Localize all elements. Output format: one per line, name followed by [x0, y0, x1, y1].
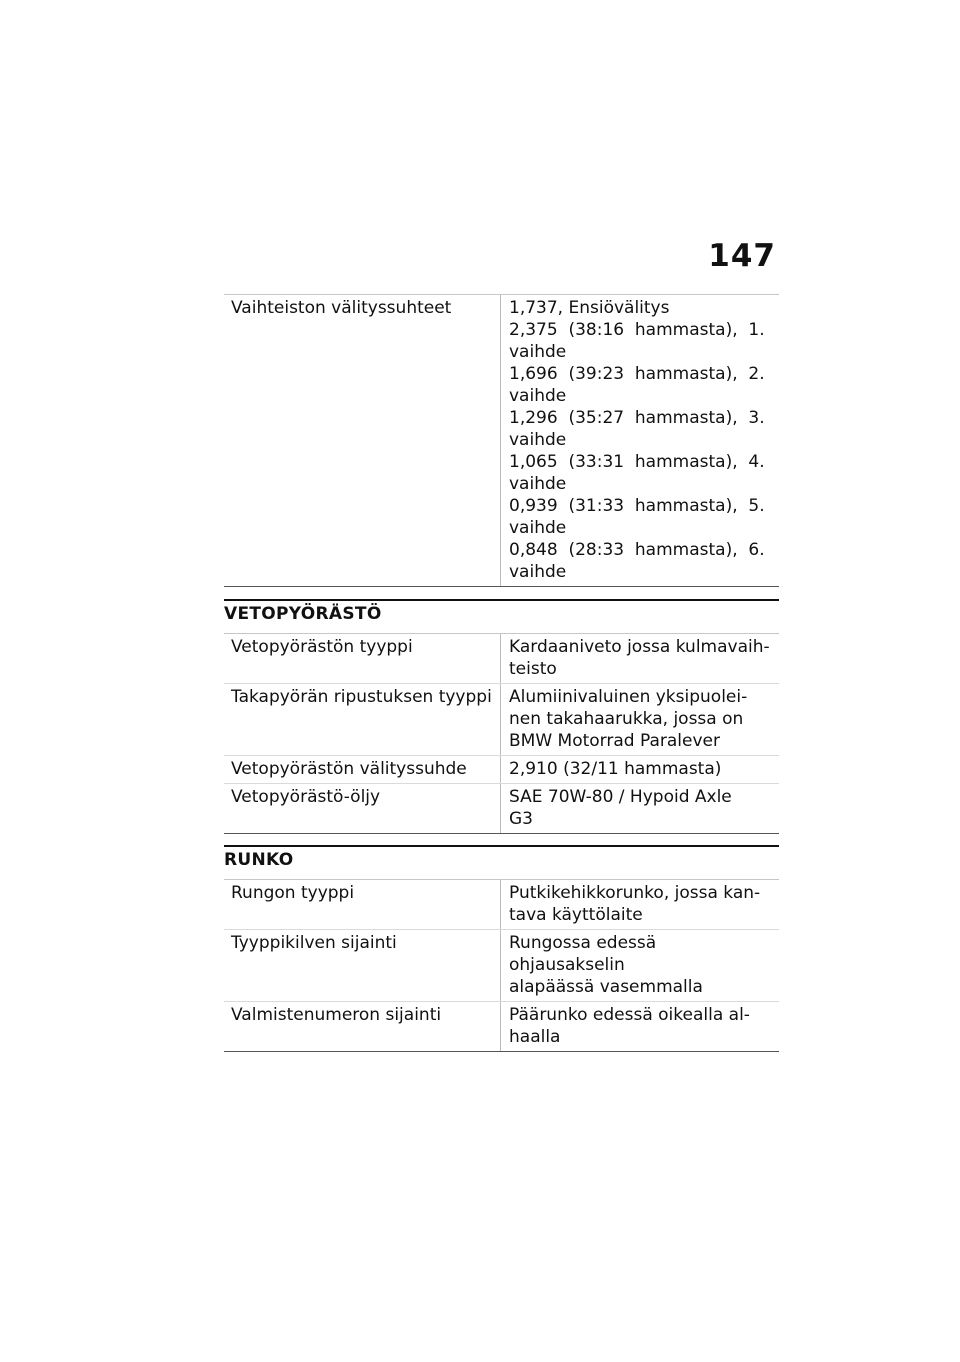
frame-table	[224, 879, 779, 1052]
gear-line: 1,296 (35:27 hammasta), 3.	[509, 408, 765, 428]
row-label: Rungon tyyppi	[224, 880, 501, 930]
gear-line: vaihde	[509, 342, 567, 362]
gear-line: 1,065 (33:31 hammasta), 4.	[509, 452, 765, 472]
row-value: 2,910 (32/11 hammasta)	[501, 756, 780, 784]
gear-line: vaihde	[509, 562, 567, 582]
row-value: SAE 70W-80 / Hypoid Axle G3	[501, 784, 780, 834]
row-label: Valmistenumeron sijainti	[224, 1002, 501, 1052]
gear-line: vaihde	[509, 518, 567, 538]
gearbox-table	[224, 294, 779, 587]
gear-line: vaihde	[509, 430, 567, 450]
gear-line: vaihde	[509, 474, 567, 494]
gearbox-label: Vaihteiston välityssuhteet	[224, 295, 501, 587]
row-value: Putkikehikkorunko, jossa kan- tava käyttölaite	[501, 880, 780, 930]
row-label: Tyyppikilven sijainti	[224, 930, 501, 1002]
row-value: Rungossa edessä ohjausakselin alapäässä vasemmalla	[501, 930, 780, 1002]
gearbox-ratios	[501, 295, 780, 587]
final-drive-table	[224, 633, 779, 834]
table-row	[224, 295, 779, 587]
table-row	[224, 784, 779, 834]
gear-line: vaihde	[509, 386, 567, 406]
row-label: Vetopyörästö-öljy	[224, 784, 501, 834]
row-label: Takapyörän ripustuksen tyyppi	[224, 684, 501, 756]
frame-heading: RUNKO	[224, 845, 779, 870]
gear-line: 0,848 (28:33 hammasta), 6.	[509, 540, 765, 560]
table-row	[224, 1002, 779, 1052]
row-value: Päärunko edessä oikealla al- haalla	[501, 1002, 780, 1052]
final-drive-heading: VETOPYÖRÄSTÖ	[224, 599, 779, 624]
row-label: Vetopyörästön tyyppi	[224, 634, 501, 684]
table-row	[224, 634, 779, 684]
table-row	[224, 930, 779, 1002]
row-value: Alumiinivaluinen yksipuolei- nen takahaarukka, jossa on BMW Motorrad Paralever	[501, 684, 780, 756]
gear-line: 1,696 (39:23 hammasta), 2.	[509, 364, 765, 384]
page-number: 147	[708, 238, 776, 274]
row-value: Kardaaniveto jossa kulmavaih- teisto	[501, 634, 780, 684]
table-row	[224, 684, 779, 756]
gear-line: 2,375 (38:16 hammasta), 1.	[509, 320, 765, 340]
gear-line: 0,939 (31:33 hammasta), 5.	[509, 496, 765, 516]
gear-line: 1,737, Ensiövälitys	[509, 298, 670, 318]
row-label: Vetopyörästön välityssuhde	[224, 756, 501, 784]
table-row	[224, 880, 779, 930]
table-row	[224, 756, 779, 784]
